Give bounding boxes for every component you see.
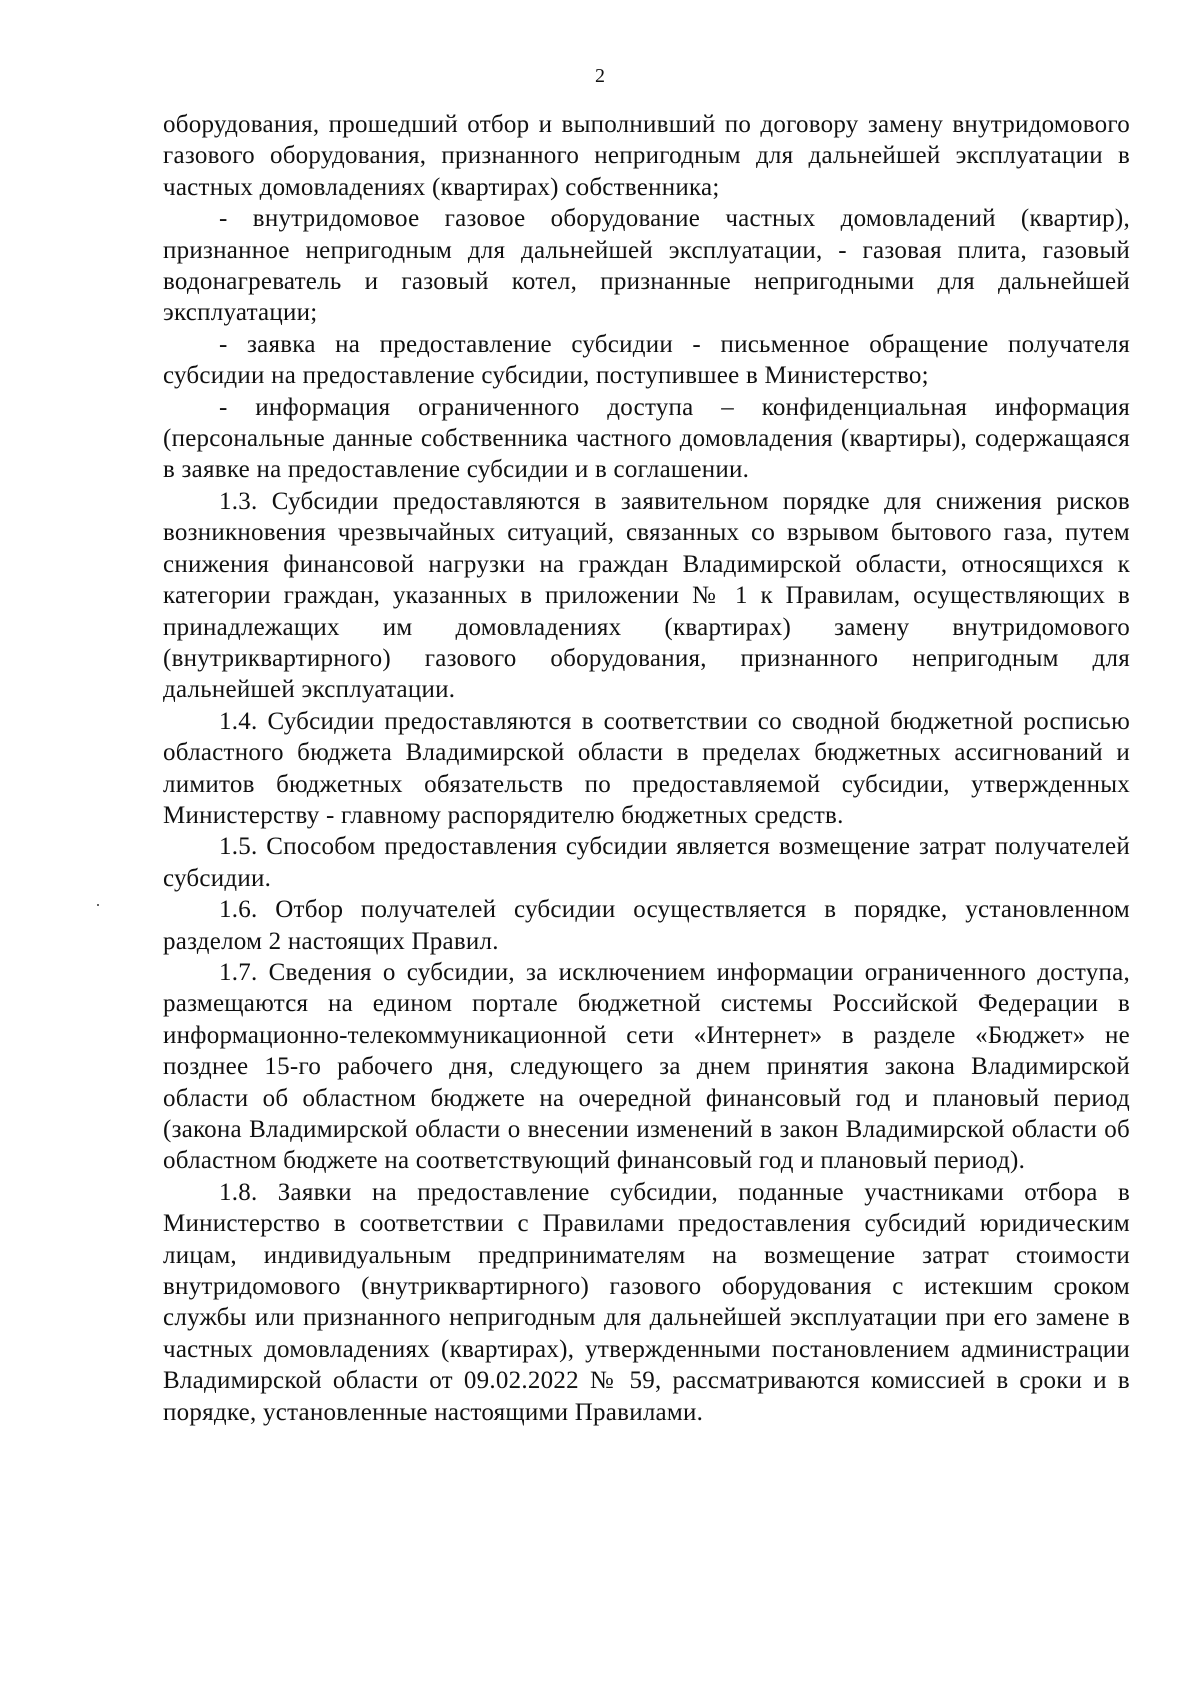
paragraph-definition-equipment: - внутридомовое газовое оборудование частных домовладений (квартир), признанное непригодным для дальнейшей эксплуатации, - газовая плита, газовый водонагреватель и газовый котел, признанные непригодными для дальнейшей эксплуатации; — [163, 205, 1130, 327]
paragraph-1-7: 1.7. Сведения о субсидии, за исключением информации ограниченного доступа, размещаются на едином портале бюджетной системы Российской Федерации в информационно-телекоммуникационной сети «Интернет» в разделе «Бюджет» не позднее 15-го рабочего дня, следующего за днем принятия закона Владимирской области об областном бюджете на очередной финансовый год и плановый период (закона Владимирской области о внесении изменений в закон Владимирской области об областном бюджете на соответствующий финансовый год и плановый период). — [163, 958, 1130, 1175]
paragraph-1-6: 1.6. Отбор получателей субсидии осуществляется в порядке, установленном разделом 2 настоящих Правил. — [163, 896, 1130, 955]
scan-speck — [97, 904, 99, 906]
paragraph-definition-application: - заявка на предоставление субсидии - письменное обращение получателя субсидии на предоставление субсидии, поступившее в Министерство; — [163, 330, 1130, 390]
paragraph-1-3: 1.3. Субсидии предоставляются в заявительном порядке для снижения рисков возникновения чрезвычайных ситуаций, связанных со взрывом бытового газа, путем снижения финансовой нагрузки на граждан Владимирской области, относящихся к категории граждан, указанных в приложении № 1 к Правилам, осуществляющих в принадлежащих им домовладениях (квартирах) замену внутридомового (внутриквартирного) газового оборудования, признанного непригодным для дальнейшей эксплуатации. — [163, 487, 1130, 704]
paragraph-1-5: 1.5. Способом предоставления субсидии является возмещение затрат получателей субсидии. — [163, 833, 1130, 892]
paragraph-definition-restricted-info: - информация ограниченного доступа – конфиденциальная информация (персональные данные собственника частного домовладения (квартиры), содержащаяся в заявке на предоставление субсидии и в соглашении. — [163, 393, 1130, 484]
paragraph-continuation: оборудования, прошедший отбор и выполнивший по договору замену внутридомового газового оборудования, признанного непригодным для дальнейшей эксплуатации в частных домовладениях (квартирах) собственника; — [163, 111, 1130, 201]
paragraph-1-8: 1.8. Заявки на предоставление субсидии, поданные участниками отбора в Министерство в соответствии с Правилами предоставления субсидий юридическим лицам, индивидуальным предпринимателям на возмещение затрат стоимости внутридомового (внутриквартирного) газового оборудования с истекшим сроком службы или признанного непригодным для дальнейшей эксплуатации при его замене в частных домовладениях (квартирах), утвержденными постановлением администрации Владимирской области от 09.02.2022 № 59, рассматриваются комиссией в сроки и в порядке, установленные настоящими Правилами. — [163, 1178, 1130, 1426]
paragraph-1-4: 1.4. Субсидии предоставляются в соответствии со сводной бюджетной росписью областного бюджета Владимирской области в пределах бюджетных ассигнований и лимитов бюджетных обязательств по предоставляемой субсидии, утвержденных Министерству - главному распорядителю бюджетных средств. — [163, 707, 1130, 829]
document-body — [163, 109, 1130, 1428]
page-number: 2 — [595, 65, 605, 87]
